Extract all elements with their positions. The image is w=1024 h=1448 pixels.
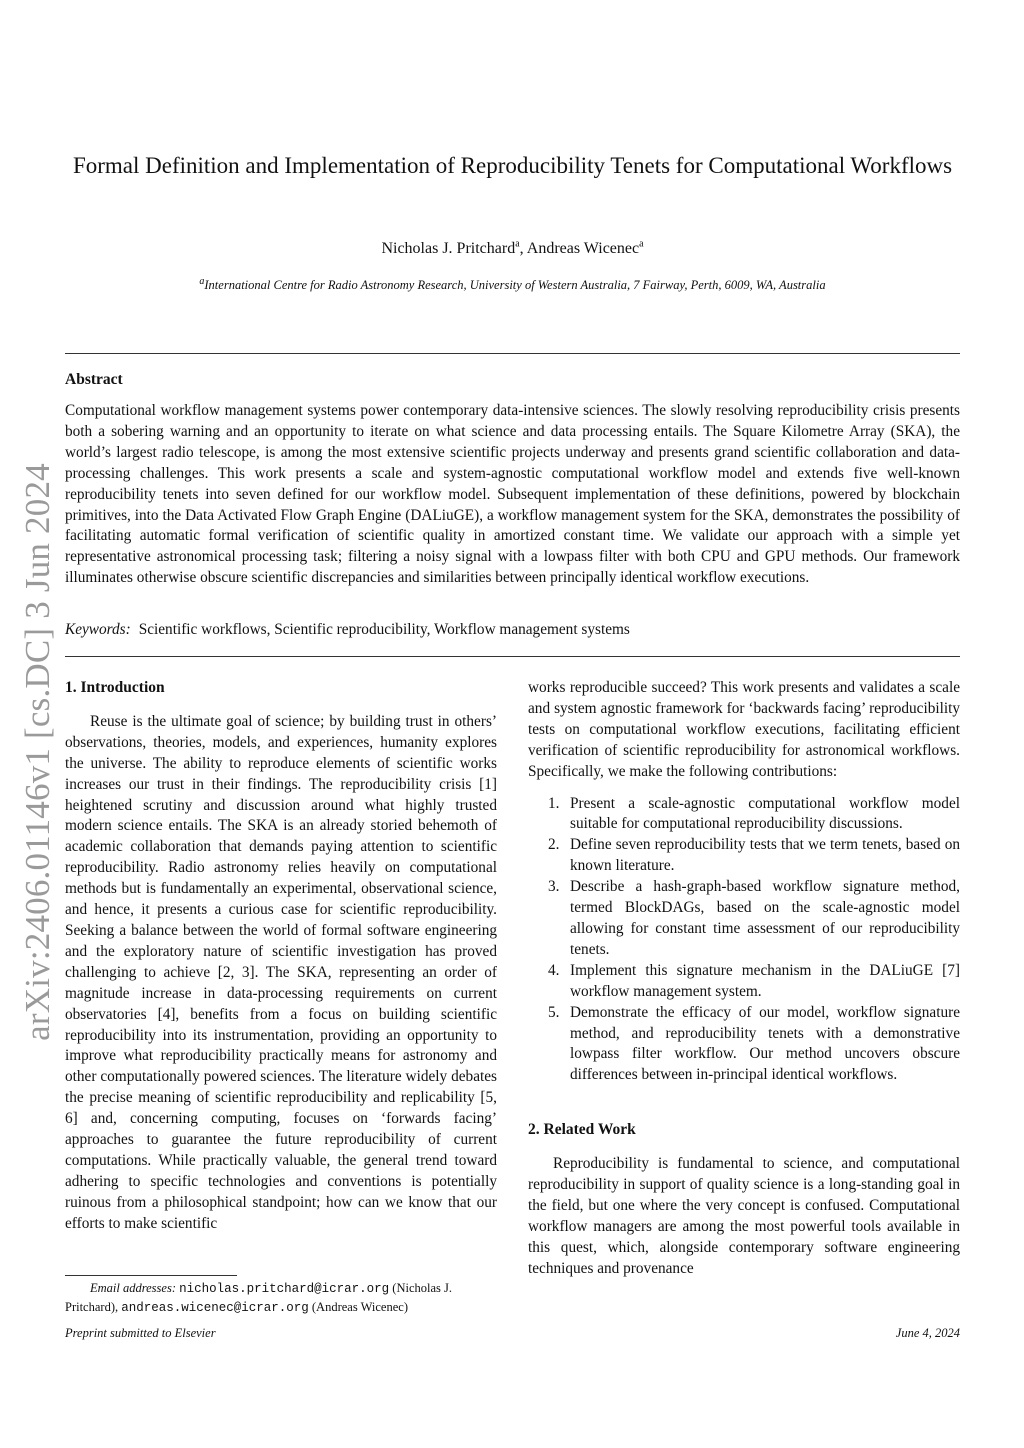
email-footnote — [65, 1279, 497, 1317]
abstract-text: Computational workflow management systems power contemporary data-intensive sciences. The slowly resolving reproducibility crisis presents both a sobering warning and an opportunity to iterate on what science and data processing entails. The Square Kilometre Array (SKA), the world’s largest radio telescope, is among the most extensive scientific projects underway and presents grand scientific collaboration and data-processing challenges. This work presents a scale and system-agnostic computational workflow model and extends five well-known reproducibility tenets into seven defined for our workflow model. Subsequent implementation of these definitions, powered by blockchain primitives, into the Data Activated Flow Graph Engine (DALiuGE), a workflow management system for the SKA, demonstrates the possibility of facilitating automatic formal verification of scientific quality in amortized constant time. We validate our approach with a simple yet representative astronomical processing task; filtering a noisy signal with a lowpass filter with both CPU and GPU methods. Our framework illuminates otherwise obscure scientific discrepancies and similarities between principally identical workflow executions. — [65, 402, 960, 587]
keywords — [65, 620, 960, 640]
list-item — [528, 835, 960, 877]
list-item — [528, 1003, 960, 1087]
list-item-text: Present a scale-agnostic computational workflow model suitable for computational reproducibility discussions. — [570, 794, 960, 833]
affiliation-mark: a — [199, 275, 205, 287]
abstract-top-rule — [65, 353, 960, 354]
section-heading-introduction: 1. Introduction — [65, 679, 165, 696]
list-item-number: 3. — [548, 878, 560, 896]
author-name[interactable]: Andreas Wicenec — [526, 240, 640, 257]
list-item — [528, 794, 960, 836]
author-list — [65, 238, 960, 260]
right-column — [528, 678, 960, 1280]
abstract-heading: Abstract — [65, 371, 123, 388]
email-link[interactable]: andreas.wicenec@icrar.org — [121, 1301, 309, 1315]
list-item-number: 4. — [548, 961, 560, 979]
arxiv-identifier-stamp: arXiv:2406.01146v1 [cs.DC] 3 Jun 2024 — [18, 463, 57, 1041]
list-item-text: Describe a hash-graph-based workflow signature method, termed BlockDAGs, based on the scale-agnostic model allowing for constant time assessment of our reproducibility tenets. — [570, 878, 960, 958]
list-item — [528, 877, 960, 961]
contributions-list — [528, 794, 960, 1087]
list-item-text: Define seven reproducibility tests that we term tenets, based on known literature. — [570, 836, 960, 875]
email-link[interactable]: nicholas.pritchard@icrar.org — [179, 1282, 390, 1296]
paper-title: Formal Definition and Implementation of Reproducibility Tenets for Computational Workflows — [72, 153, 953, 178]
keywords-label: Keywords: — [65, 621, 131, 638]
affiliation-mark: a — [639, 238, 644, 250]
affiliation-mark: a — [515, 238, 520, 250]
introduction-continuation: works reproducible succeed? This work presents and validates a scale and system agnostic framework for ‘backwards facing’ reproducibility tests on computational workflow executions, facilitating efficient verification of scientific reproducibility for astronomical workflows. Specifically, we make the following contributions: — [528, 679, 960, 780]
author-separator: , — [519, 240, 527, 257]
list-item-number: 1. — [548, 794, 560, 812]
footnote-rule — [65, 1275, 237, 1276]
abstract-bottom-rule — [65, 656, 960, 657]
section-heading-related-work: 2. Related Work — [528, 1121, 636, 1139]
list-item-number: 2. — [548, 836, 560, 854]
related-work-paragraph: Reproducibility is fundamental to science, and computational reproducibility in support of quality science is a long-standing goal in the field, but one where the very concept is confused. Computational workflow managers are among the most powerful tools available in this quest, which, alongside contemporary software engineering techniques and provenance — [528, 1155, 960, 1277]
left-column — [65, 678, 497, 1235]
affiliation-text: International Centre for Radio Astronomy Research, University of Western Australia, 7 Fairway, Perth, 6009, WA, Australia — [204, 278, 826, 292]
list-item — [528, 961, 960, 1003]
footer-date: June 4, 2024 — [895, 1326, 960, 1340]
footnote-label: Email addresses: — [90, 1281, 176, 1295]
footnote-name: (Andreas Wicenec) — [311, 1300, 408, 1314]
author-name[interactable]: Nicholas J. Pritchard — [381, 240, 516, 257]
affiliation — [65, 276, 960, 294]
list-item-number: 5. — [548, 1003, 560, 1021]
introduction-paragraph: Reuse is the ultimate goal of science; by building trust in others’ observations, theories, models, and experiences, humanity explores the universe. The ability to reproduce elements of scientific works increases our trust in their findings. The reproducibility crisis [1] heightened scrutiny and discussion around what highly trusted modern science entails. The SKA is an already storied behemoth of academic collaboration that demands paying attention to scientific reproducibility. Radio astronomy relies heavily on computational methods but is fundamentally an experimental, observational science, and hence, it presents a curious case for scientific reproducibility. Seeking a balance between the world of formal software engineering and the exploratory nature of scientific investigation has proved challenging to achieve [2, 3]. The SKA, representing an order of magnitude increase in data-processing requirements on current observatories [4], benefits from a focus on building scientific reproducibility into its instrumentation, providing an opportunity to improve what reproducibility practically means for astronomy and other computationally powered sciences. The literature widely debates the precise meaning of scientific reproducibility and replicability [5, 6] and, concerning computing, focuses on ‘forwards facing’ approaches to guarantee the future reproducibility of current computations. While practically valuable, the general trend toward adhering to specific technologies and conventions is potentially ruinous from a philosophical standpoint; how can we know that our efforts to make scientific — [65, 712, 497, 1232]
list-item-text: Demonstrate the efficacy of our model, workflow signature method, and reproducibility tenets with a demonstrative lowpass filter workflow. Our method uncovers obscure differences between in-principal identical workflows. — [570, 1003, 960, 1084]
keywords-text: Scientific workflows, Scientific reproducibility, Workflow management systems — [138, 621, 630, 638]
footer-preprint-note: Preprint submitted to Elsevier — [65, 1326, 216, 1340]
footnote-name: (Nicholas J. Pritchard), — [65, 1281, 453, 1314]
list-item-text: Implement this signature mechanism in the DALiuGE [7] workflow management system. — [570, 961, 960, 1000]
